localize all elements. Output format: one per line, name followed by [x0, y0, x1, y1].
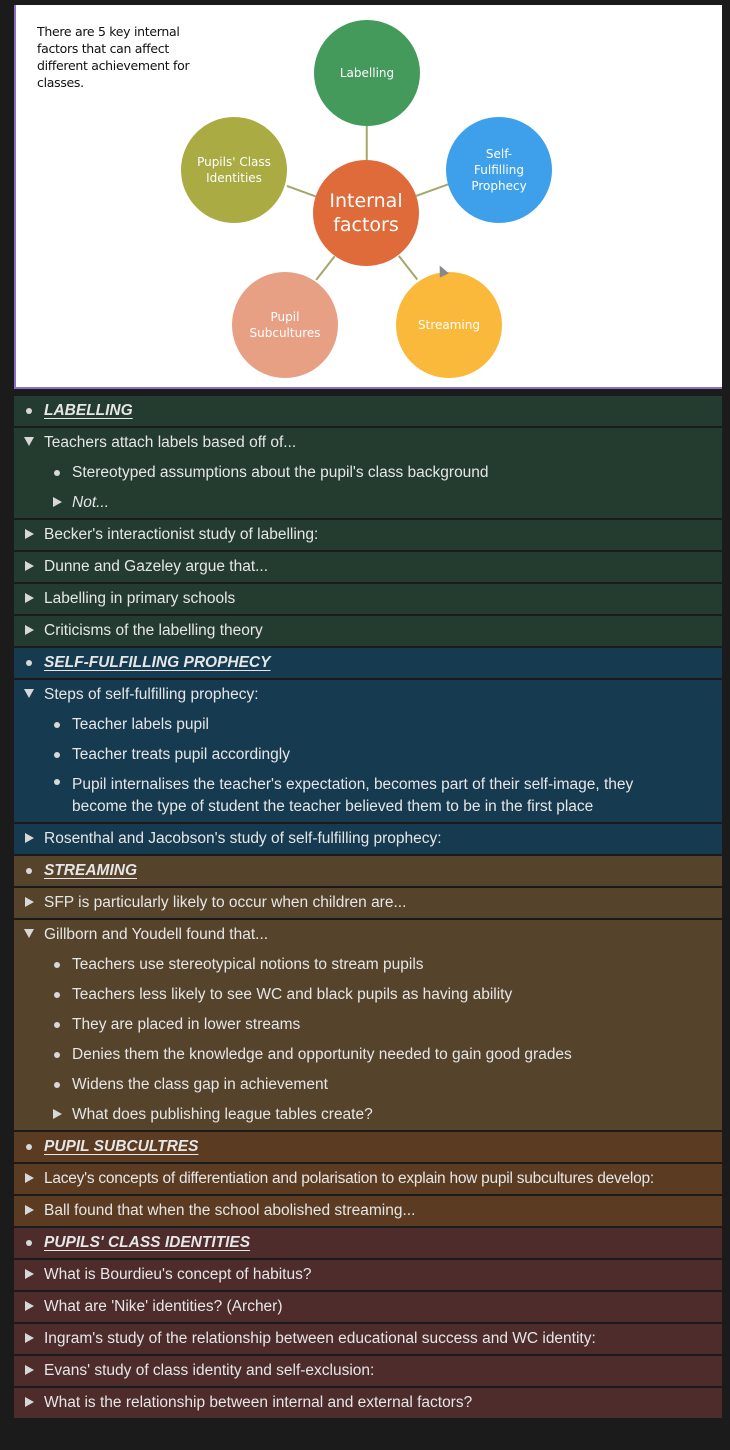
connector-line — [315, 256, 335, 281]
toggle-item[interactable]: Lacey's concepts of differentiation and polarisation to explain how pupil subcultures develop: — [14, 1164, 722, 1194]
toggle-item[interactable]: Ingram's study of the relationship between educational success and WC identity: — [14, 1324, 722, 1354]
node-internal-factors: Internal factors — [313, 160, 419, 266]
heading-pupil-subcultures[interactable]: PUPIL SUBCULTRES — [14, 1132, 722, 1162]
bullet-icon — [50, 1079, 64, 1091]
bullet-icon — [22, 865, 36, 877]
toggle-item[interactable]: What is the relationship between internal and external factors? — [14, 1388, 722, 1418]
bullet-icon — [22, 1237, 36, 1249]
bullet-icon — [50, 959, 64, 971]
toggle-item[interactable]: Steps of self-fulfilling prophecy: Teacher labels pupil Teacher treats pupil accordingly Pupil internalises the teacher's expectation, becomes part of their self-image, they become the type of student the teacher believed them to be in the first place — [14, 680, 722, 822]
node-pupil-subcultures: Pupil Subcultures — [232, 272, 338, 378]
toggle-item[interactable]: Labelling in primary schools — [14, 584, 722, 614]
toggle-collapsed-icon[interactable] — [22, 1365, 36, 1378]
bullet-icon — [50, 1049, 64, 1061]
toggle-collapsed-icon[interactable] — [22, 529, 36, 542]
toggle-item[interactable]: SFP is particularly likely to occur when children are... — [14, 888, 722, 918]
heading-pupils-class-identities[interactable]: PUPILS' CLASS IDENTITIES — [14, 1228, 722, 1258]
list-item: Teacher treats pupil accordingly — [14, 740, 722, 770]
toggle-item[interactable]: Evans' study of class identity and self-exclusion: — [14, 1356, 722, 1386]
toggle-item[interactable]: Rosenthal and Jacobson's study of self-fulfilling prophecy: — [14, 824, 722, 854]
toggle-collapsed-icon[interactable] — [22, 561, 36, 574]
toggle-item[interactable]: Criticisms of the labelling theory — [14, 616, 722, 646]
toggle-collapsed-icon[interactable] — [22, 1205, 36, 1218]
toggle-collapsed-icon[interactable] — [22, 1333, 36, 1346]
toggle-collapsed-icon[interactable] — [22, 593, 36, 606]
bullet-icon — [22, 1141, 36, 1153]
toggle-item[interactable]: Not... — [14, 488, 722, 518]
toggle-collapsed-icon[interactable] — [22, 1269, 36, 1282]
list-item: Teacher labels pupil — [14, 710, 722, 740]
node-pupils-class-identities: Pupils' Class Identities — [181, 117, 287, 223]
toggle-collapsed-icon[interactable] — [22, 897, 36, 910]
list-item: They are placed in lower streams — [14, 1010, 722, 1040]
connector-line — [287, 185, 319, 198]
bullet-icon — [50, 749, 64, 761]
toggle-item[interactable]: What is Bourdieu's concept of habitus? — [14, 1260, 722, 1290]
bullet-icon — [22, 405, 36, 417]
heading-self-fulfilling-prophecy[interactable]: SELF-FULFILLING PROPHECY — [14, 648, 722, 678]
heading-streaming[interactable]: STREAMING — [14, 856, 722, 886]
list-item: Teachers use stereotypical notions to stream pupils — [14, 950, 722, 980]
toggle-item[interactable]: Ball found that when the school abolished streaming... — [14, 1196, 722, 1226]
bullet-icon — [50, 989, 64, 1001]
diagram-image — [14, 5, 722, 389]
intro-text: There are 5 key internal factors that can affect different achievement for classes. — [37, 24, 190, 90]
toggle-item[interactable]: Gillborn and Youdell found that... Teachers use stereotypical notions to stream pupils Teachers less likely to see WC and black pupils as having ability They are placed in lower streams Denies them the knowledge and opportunity needed to gain good grades Widens the class gap in achievement What does publishing league tables create? — [14, 920, 722, 1130]
outline-list — [14, 396, 722, 1420]
toggle-item[interactable]: What does publishing league tables create? — [14, 1100, 722, 1130]
heading-labelling[interactable]: LABELLING — [14, 396, 722, 426]
toggle-expanded-icon[interactable] — [22, 929, 36, 941]
toggle-item[interactable]: Dunne and Gazeley argue that... — [14, 552, 722, 582]
bullet-icon — [22, 657, 36, 669]
toggle-collapsed-icon[interactable] — [22, 625, 36, 638]
node-labelling: Labelling — [314, 20, 420, 126]
toggle-item[interactable]: What are 'Nike' identities? (Archer) — [14, 1292, 722, 1322]
connector-line — [416, 183, 450, 197]
bullet-icon — [50, 719, 64, 731]
toggle-collapsed-icon[interactable] — [22, 1397, 36, 1410]
toggle-collapsed-icon[interactable] — [50, 1109, 64, 1122]
bullet-icon — [50, 467, 64, 479]
node-streaming: Streaming — [396, 272, 502, 378]
toggle-collapsed-icon[interactable] — [22, 1173, 36, 1186]
list-item: Teachers less likely to see WC and black pupils as having ability — [14, 980, 722, 1010]
list-item: Pupil internalises the teacher's expectation, becomes part of their self-image, they become the type of student the teacher believed them to be in the first place — [14, 770, 722, 822]
list-item: Denies them the knowledge and opportunity needed to gain good grades — [14, 1040, 722, 1070]
list-item: Widens the class gap in achievement — [14, 1070, 722, 1100]
connector-line — [398, 255, 418, 280]
toggle-expanded-icon[interactable] — [22, 689, 36, 701]
toggle-collapsed-icon[interactable] — [22, 833, 36, 846]
toggle-expanded-icon[interactable] — [22, 437, 36, 449]
toggle-item[interactable]: Teachers attach labels based off of... Stereotyped assumptions about the pupil's class background Not... — [14, 428, 722, 518]
bullet-icon — [50, 776, 64, 788]
node-self-fulfilling-prophecy: Self-Fulfilling Prophecy — [446, 117, 552, 223]
list-item: Stereotyped assumptions about the pupil's class background — [14, 458, 722, 488]
toggle-collapsed-icon[interactable] — [22, 1301, 36, 1314]
bullet-icon — [50, 1019, 64, 1031]
toggle-collapsed-icon[interactable] — [50, 497, 64, 510]
toggle-item[interactable]: Becker's interactionist study of labelling: — [14, 520, 722, 550]
